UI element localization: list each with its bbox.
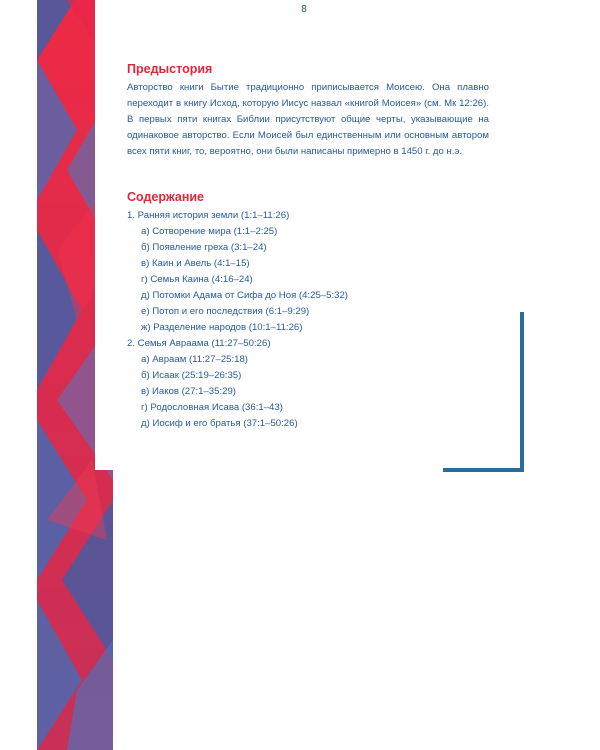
white-page-panel	[95, 0, 125, 470]
toc-subitem: ж) Разделение народов (10:1–11:26)	[141, 322, 303, 333]
toc-subitem: д) Потомки Адама от Сифа до Ноя (4:25–5:32)	[141, 290, 349, 301]
toc-subitem: а) Авраам (11:27–25:18)	[141, 354, 248, 365]
toc-section: 1. Ранняя история земли (1:1–11:26)	[127, 210, 290, 221]
contents-heading: Содержание	[127, 190, 205, 204]
toc-subitem: г) Родословная Исава (36:1–43)	[141, 402, 283, 413]
history-paragraph: Авторство книги Бытие традиционно приписывается Моисею. Она плавно переходит в книгу Исход, которую Иисус назвал «книгой Моисея» (см. Мк 12:26). В первых пяти книгах Библии присутствуют общие черты, указывающие на одинаковое авторство. Если Моисей был единственным или основным автором всех пяти книг, то, вероятно, они были написаны примерно в 1450 г. до н.э.	[127, 82, 489, 157]
page-number: 8	[301, 4, 307, 15]
toc-section: 2. Семья Авраама (11:27–50:26)	[127, 338, 271, 349]
history-heading: Предыстория	[127, 62, 213, 76]
corner-bracket-vertical	[520, 312, 524, 472]
corner-bracket-horizontal	[443, 468, 524, 472]
toc-subitem: д) Иосиф и его братья (37:1–50:26)	[141, 418, 298, 429]
toc-subitem: г) Семья Каина (4:16–24)	[141, 274, 253, 285]
toc-subitem: б) Появление греха (3:1–24)	[141, 242, 267, 253]
table-of-contents	[127, 208, 487, 432]
toc-subitem: в) Каин и Авель (4:1–15)	[141, 258, 250, 269]
toc-subitem: в) Иаков (27:1–35:29)	[141, 386, 236, 397]
toc-subitem: е) Потоп и его последствия (6:1–9:29)	[141, 306, 310, 317]
toc-subitem: а) Сотворение мира (1:1–2:25)	[141, 226, 278, 237]
toc-subitem: б) Исаак (25:19–26:35)	[141, 370, 242, 381]
